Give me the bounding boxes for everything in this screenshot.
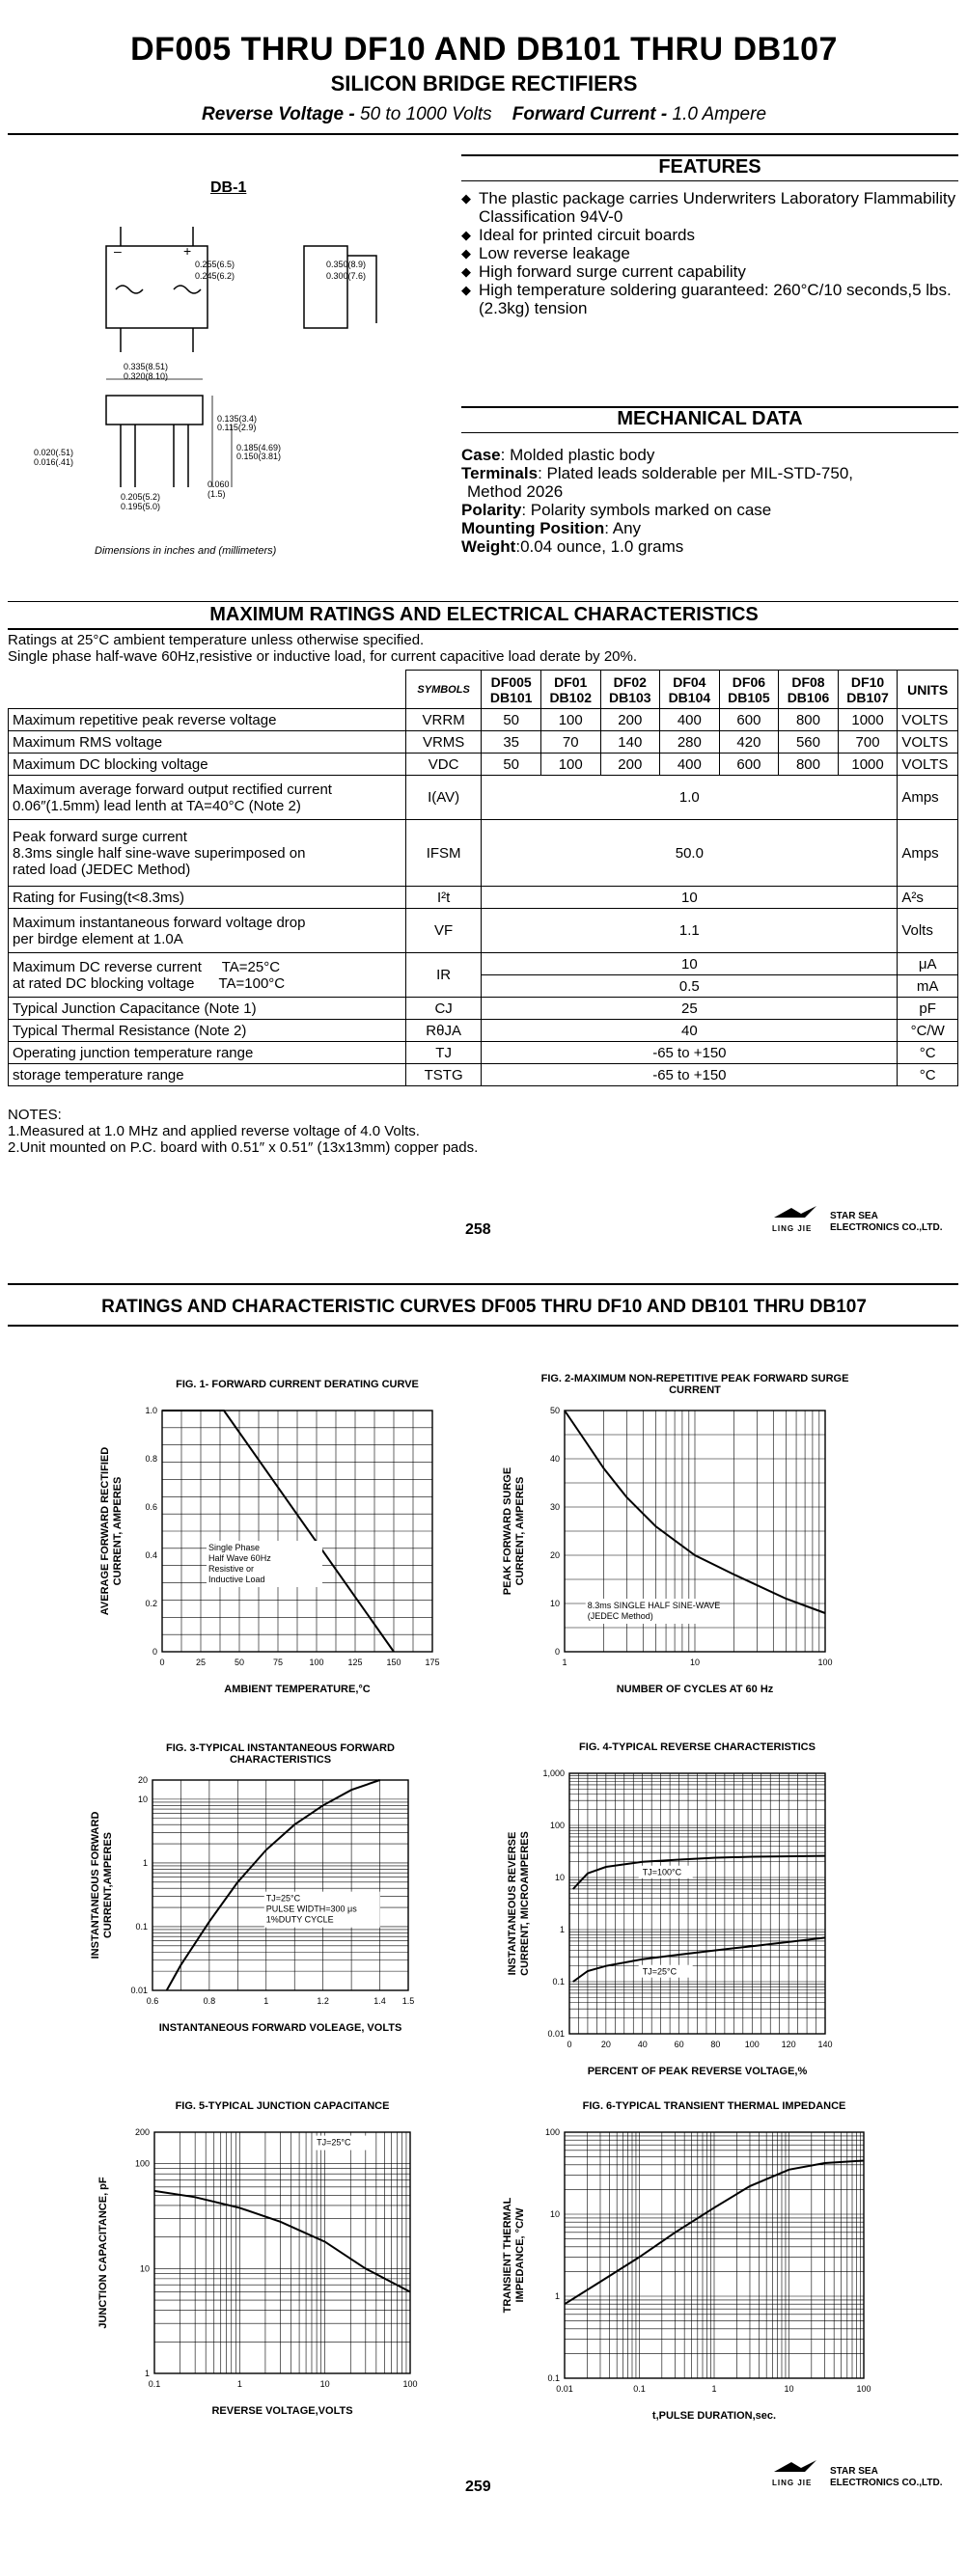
x-axis-label: REVERSE VOLTAGE,VOLTS [211,2405,353,2417]
ratings-rule [8,628,958,630]
logo-text: LING JIE [772,2479,813,2487]
page-number: 259 [465,2479,491,2495]
table-row: Maximum repetitive peak reverse voltage VRRM 50 100 200 400 600 800 1000 VOLTS [9,709,958,731]
table-row: Typical Thermal Resistance (Note 2) RθJA 40 °C/W [9,1020,958,1042]
dim-text: (1.5) [207,489,226,499]
curves-rule-top [8,1283,958,1285]
terminals-method: Method 2026 [467,482,564,501]
polarity-label: Polarity [461,501,522,519]
ratings-notes [8,632,637,665]
chart-annotation: Half Wave 60Hz [208,1553,271,1563]
company-logo-icon [772,2458,818,2476]
chart-annotation: TJ=25°C [265,1893,301,1904]
y-tick-label: 1 [142,1857,148,1868]
y-tick-label: 0 [554,1647,560,1657]
table-header-model: DF06 DB105 [719,671,779,709]
dim-text: 0.020(.51) [34,448,74,457]
table-header-units: UNITS [898,671,958,709]
table-row: 0.5 mA [9,975,958,998]
y-tick-label: 0.1 [552,1977,565,1987]
list-item: ◆ Ideal for printed circuit boards [461,226,958,244]
chart-title: FIG. 6-TYPICAL TRANSIENT THERMAL IMPEDANCE [582,2100,846,2112]
svg-text:+: + [183,243,192,259]
x-tick-label: 80 [710,2040,721,2049]
chart-annotation: TJ=25°C [317,2137,351,2148]
reverse-voltage-label: Reverse Voltage - [201,104,355,124]
y-tick-label: 100 [544,2127,560,2137]
y-axis-label: INSTANTANEOUS REVERSE [507,1831,518,1976]
characteristic-curves [0,1373,968,2422]
features-rule-bottom [461,180,958,181]
table-header-param [9,671,406,709]
table-row: Maximum DC blocking voltage VDC 50 100 200 400 600 800 1000 VOLTS [9,754,958,776]
ratings-rule-top [8,601,958,602]
series-line [154,2191,410,2292]
ratings-summary [0,104,968,125]
series-line [573,1856,825,1889]
y-tick-label: 50 [549,1406,560,1415]
y-tick-label: 10 [554,1873,565,1882]
x-axis-label: INSTANTANEOUS FORWARD VOLEAGE, VOLTS [158,2022,402,2034]
table-row: Maximum instantaneous forward voltage drop per birdge element at 1.0A VF 1.1 Volts [9,909,958,953]
mechanical-data [461,446,958,556]
forward-current-label: Forward Current - [512,104,668,124]
table-row: Maximum RMS voltage VRMS 35 70 140 280 420 560 700 VOLTS [9,731,958,754]
notes-block [8,1107,478,1156]
x-tick-label: 0.01 [556,2384,573,2394]
table-header-model: DF08 DB106 [779,671,839,709]
y-tick-label: 20 [137,1775,148,1785]
table-row: storage temperature range TSTG -65 to +150 °C [9,1064,958,1086]
table-header-model: DF02 DB103 [600,671,660,709]
y-tick-label: 0.8 [145,1454,157,1464]
x-tick-label: 100 [856,2384,871,2394]
y-tick-label: 0.1 [547,2373,560,2383]
terminals-label: Terminals [461,464,539,482]
ratings-note-1: Ratings at 25°C ambient temperature unless otherwise specified. [8,632,425,648]
x-tick-label: 0.1 [148,2379,161,2389]
chart-annotation: 8.3ms SINGLE HALF SINE-WAVE [587,1601,721,1610]
mechanical-heading: MECHANICAL DATA [617,408,803,429]
terminals-value: : Plated leads solderable per MIL-STD-750, [538,464,854,482]
curves-heading: RATINGS AND CHARACTERISTIC CURVES DF005 THRU DF10 AND DB101 THRU DB107 [101,1297,867,1317]
x-tick-label: 50 [234,1658,245,1667]
x-tick-label: 1 [711,2384,717,2394]
dimensions-caption: Dimensions in inches and (millimeters) [95,545,277,557]
x-axis-label: AMBIENT TEMPERATURE,°C [224,1684,371,1695]
x-tick-label: 140 [817,2040,833,2049]
x-tick-label: 100 [817,1658,833,1667]
y-axis-label: JUNCTION CAPACITANCE, pF [97,2177,109,2329]
page-subtitle: SILICON BRIDGE RECTIFIERS [330,71,638,96]
chart-title: FIG. 2-MAXIMUM NON-REPETITIVE PEAK FORWARD SURGE [540,1373,849,1384]
y-tick-label: 10 [549,2209,560,2219]
table-header-symbols: SYMBOLS [405,671,482,709]
x-tick-label: 40 [637,2040,648,2049]
y-tick-label: 0.01 [130,1986,148,1995]
chart-annotation: Resistive or [208,1564,255,1574]
chart-title: CURRENT [669,1384,721,1396]
y-tick-label: 0.4 [145,1550,157,1560]
y-tick-label: 20 [549,1550,560,1560]
table-row: Peak forward surge current 8.3ms single half sine-wave superimposed on rated load (JEDEC Method) IFSM 50.0 Amps [9,820,958,887]
x-tick-label: 0 [567,2040,572,2049]
series-label: TJ=25°C [642,1966,678,1977]
y-tick-label: 0 [152,1647,157,1657]
chart-title: FIG. 1- FORWARD CURRENT DERATING CURVE [176,1379,419,1390]
x-tick-label: 175 [425,1658,440,1667]
y-tick-label: 1.0 [145,1406,157,1415]
table-header-model: DF10 DB107 [838,671,898,709]
dim-text: 0.300(7.6) [326,271,367,281]
table-row: Maximum DC reverse current TA=25°C at rated DC blocking voltage TA=100°C IR 10 μA [9,953,958,975]
table-row: Operating junction temperature range TJ -65 to +150 °C [9,1042,958,1064]
y-tick-label: 0.2 [145,1599,157,1608]
dim-text: 0.350(8.9) [326,260,367,269]
package-name: DB-1 [210,179,247,196]
chart-annotation: Single Phase [208,1543,261,1552]
x-tick-label: 75 [272,1658,284,1667]
note-1: 1.Measured at 1.0 MHz and applied reverse voltage of 4.0 Volts. [8,1123,420,1139]
table-row: Typical Junction Capacitance (Note 1) CJ 25 pF [9,998,958,1020]
x-axis-label: PERCENT OF PEAK REVERSE VOLTAGE,% [587,2066,808,2077]
y-axis-label: CURRENT, AMPERES [514,1476,526,1586]
y-axis-label: INSTANTANEOUS FORWARD [90,1811,101,1959]
series-line [167,1780,380,1990]
dim-text: 0.185(4.69) [236,443,282,452]
x-tick-label: 60 [674,2040,684,2049]
x-tick-label: 150 [386,1658,401,1667]
x-tick-label: 25 [195,1658,207,1667]
x-tick-label: 10 [784,2384,794,2394]
chart-title: CHARACTERISTICS [229,1754,332,1766]
x-tick-label: 100 [309,1658,324,1667]
x-tick-label: 100 [402,2379,418,2389]
chart-annotation: 1%DUTY CYCLE [265,1914,334,1925]
x-tick-label: 1 [263,1996,269,2006]
forward-current-value: 1.0 Ampere [672,104,767,124]
y-tick-label: 10 [137,1794,148,1804]
y-tick-label: 30 [549,1502,560,1512]
ratings-table [8,670,958,1086]
x-tick-label: 1.2 [317,1996,329,2006]
x-tick-label: 0.1 [633,2384,646,2394]
case-label: Case [461,446,501,464]
y-tick-label: 0.01 [547,2029,565,2039]
x-tick-label: 1.5 [401,1996,415,2006]
reverse-voltage-value: 50 to 1000 Volts [360,104,492,124]
table-row: Rating for Fusing(t<8.3ms) I²t 10 A²s [9,887,958,909]
table-header-model: DF01 DB102 [540,671,600,709]
case-value: : Molded plastic body [500,446,655,464]
ratings-note-2: Single phase half-wave 60Hz,resistive or inductive load, for current capacitive load derate by 20%. [8,648,638,665]
curves-rule [8,1325,958,1327]
features-list [461,189,958,317]
table-header-model: DF04 DB104 [660,671,720,709]
dim-text: 0.060 [207,480,230,489]
x-tick-label: 1 [236,2379,242,2389]
y-tick-label: 200 [134,2127,150,2137]
y-tick-label: 0.6 [145,1502,157,1512]
mounting-label: Mounting Position [461,519,605,537]
chart-title: FIG. 4-TYPICAL REVERSE CHARACTERISTICS [579,1741,816,1753]
y-tick-label: 100 [549,1821,565,1830]
chart-annotation: PULSE WIDTH=300 μs [265,1904,357,1914]
dim-text: 0.205(5.2) [121,492,161,502]
dim-text: 0.135(3.4) [217,414,258,424]
y-axis-label: PEAK FORWARD SURGE [502,1466,513,1596]
y-tick-label: 10 [549,1599,560,1608]
mechanical-rule-bottom [461,432,958,433]
ratings-heading: MAXIMUM RATINGS AND ELECTRICAL CHARACTERISTICS [209,604,759,625]
dim-text: 0.195(5.0) [121,502,161,511]
table-header-model: DF005 DB101 [482,671,541,709]
series-line [573,1937,825,1982]
x-tick-label: 100 [744,2040,760,2049]
list-item: ◆ High forward surge current capability [461,262,958,281]
dim-text: 0.150(3.81) [236,452,282,461]
mounting-value: : Any [604,519,642,537]
y-axis-label: TRANSIENT THERMAL [502,2197,513,2314]
series-label: TJ=100°C [642,1867,682,1877]
dim-text: 0.016(.41) [34,457,74,467]
list-item: ◆ Low reverse leakage [461,244,958,262]
x-tick-label: 0 [159,1658,165,1667]
y-tick-label: 40 [549,1454,560,1464]
dim-text: 0.255(6.5) [195,260,235,269]
y-tick-label: 100 [134,2158,150,2169]
y-tick-label: 10 [139,2263,150,2274]
chart-annotation: Inductive Load [208,1575,265,1584]
header-rule [8,133,958,135]
y-tick-label: 1 [554,2291,560,2301]
dim-text: 0.115(2.9) [217,423,257,432]
y-tick-label: 1 [144,2369,150,2378]
weight-label: Weight [461,537,516,556]
table-row: Maximum average forward output rectified current 0.06″(1.5mm) lead lenth at TA=40°C (Note 2) I(AV) 1.0 Amps [9,776,958,820]
x-tick-label: 125 [347,1658,363,1667]
y-axis-label: CURRENT, MICROAMPERES [519,1831,531,1976]
x-tick-label: 20 [600,2040,611,2049]
chart-annotation: (JEDEC Method) [587,1611,653,1621]
y-axis-label: CURRENT, AMPERES [112,1476,124,1586]
x-axis-label: NUMBER OF CYCLES AT 60 Hz [616,1684,774,1695]
x-tick-label: 10 [689,1658,701,1667]
notes-heading: NOTES: [8,1107,62,1123]
company-logo-icon [772,1204,818,1221]
polarity-value: : Polarity symbols marked on case [521,501,772,519]
chart-title: FIG. 5-TYPICAL JUNCTION CAPACITANCE [175,2100,390,2112]
x-tick-label: 1 [562,1658,567,1667]
x-tick-label: 0.6 [146,1996,159,2006]
y-axis-label: IMPEDANCE, °C/W [514,2207,526,2303]
weight-value: :0.04 ounce, 1.0 grams [515,537,684,556]
x-axis-label: t,PULSE DURATION,sec. [651,2410,777,2422]
table-header-row [9,671,958,709]
dim-text: 0.320(8.10) [124,371,169,381]
dim-text: 0.245(6.2) [195,271,235,281]
company-name: STAR SEA ELECTRONICS CO.,LTD. [830,2466,943,2488]
note-2: 2.Unit mounted on P.C. board with 0.51″ x 0.51″ (13x13mm) copper pads. [8,1139,479,1156]
company-name: STAR SEA ELECTRONICS CO.,LTD. [830,1211,943,1233]
plot-frame [152,1780,408,1990]
x-tick-label: 0.8 [203,1996,216,2006]
chart-title: FIG. 3-TYPICAL INSTANTANEOUS FORWARD [166,1742,395,1754]
features-heading: FEATURES [658,156,761,178]
svg-text:–: – [114,243,122,259]
y-tick-label: 0.1 [135,1921,148,1932]
x-tick-label: 1.4 [373,1996,386,2006]
logo-text: LING JIE [772,1224,813,1233]
x-tick-label: 120 [781,2040,796,2049]
page-title: DF005 THRU DF10 AND DB101 THRU DB107 [130,31,838,68]
dim-text: 0.335(8.51) [124,362,169,371]
list-item: ◆ The plastic package carries Underwriters Laboratory Flammability Classification 94V-0 [461,189,958,226]
list-item: ◆ High temperature soldering guaranteed: 260°C/10 seconds,5 lbs. (2.3kg) tension [461,281,958,317]
y-tick-label: 1,000 [542,1768,565,1778]
package-outline-drawing [29,207,434,545]
y-tick-label: 1 [559,1925,565,1934]
y-axis-label: CURRENT,AMPERES [102,1831,114,1939]
x-tick-label: 10 [319,2379,330,2389]
page-number: 258 [465,1221,491,1238]
y-axis-label: AVERAGE FORWARD RECTIFIED [99,1446,111,1616]
